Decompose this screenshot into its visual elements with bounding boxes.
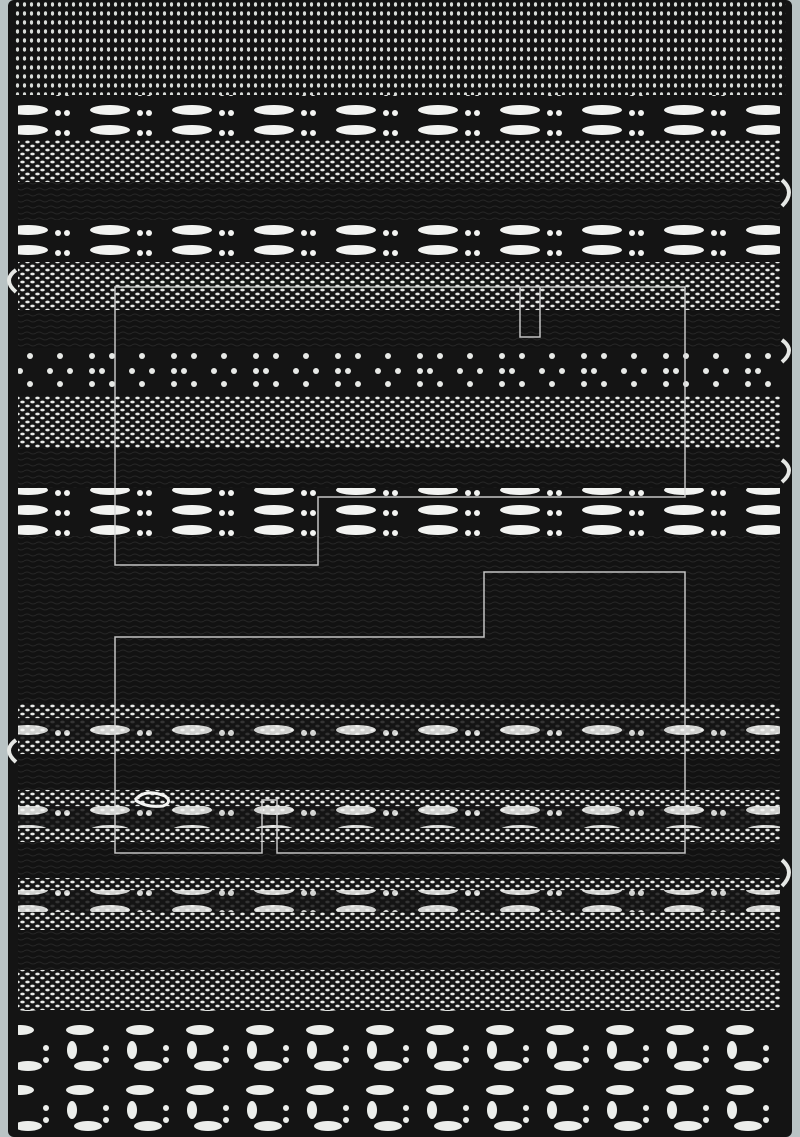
float-overlay — [18, 806, 780, 828]
dark-band — [18, 448, 780, 488]
dark-band — [18, 842, 780, 878]
float-band — [18, 220, 780, 262]
float-band — [18, 95, 780, 140]
woven-panel — [8, 0, 792, 1137]
float-overlay — [18, 718, 780, 740]
float-overlay — [18, 890, 780, 912]
dark-band — [18, 182, 780, 220]
s-motif-band — [18, 1010, 780, 1137]
check-band — [18, 140, 780, 182]
dark-band — [18, 754, 780, 790]
float-band — [18, 488, 780, 536]
dark-field — [18, 536, 780, 704]
rib-band — [14, 0, 786, 95]
dark-band — [18, 930, 780, 970]
dotted-band — [18, 348, 780, 396]
check-band — [18, 970, 780, 1010]
dark-band — [18, 310, 780, 348]
check-band — [18, 396, 780, 448]
check-band — [18, 262, 780, 310]
